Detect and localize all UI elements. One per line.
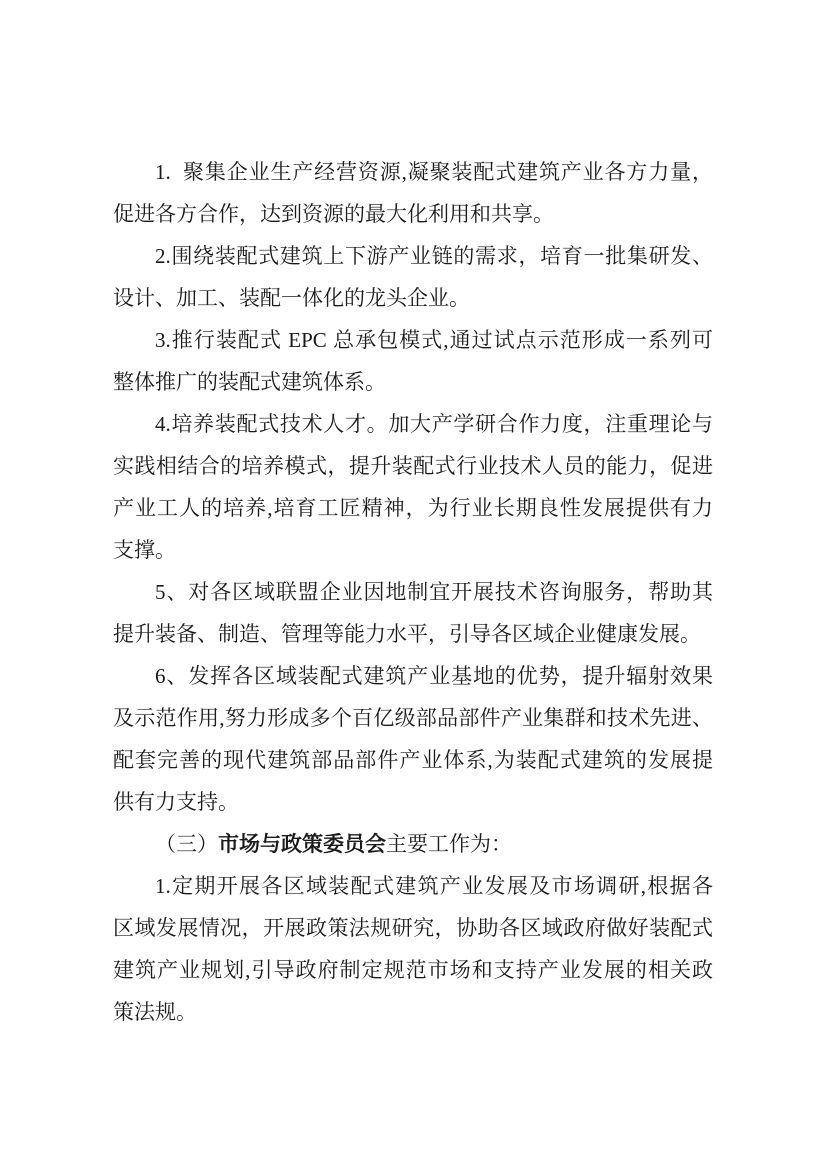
text-line: 6、发挥各区域装配式建筑产业基地的优势，提升辐射效果	[155, 664, 713, 688]
text-line: 产业工人的培养,培育工匠精神，为行业长期良性发展提供有力	[113, 496, 713, 520]
text-line: 及示范作用,努力形成多个百亿级部品部件产业集群和技术先进、	[113, 706, 713, 730]
text-line	[113, 823, 713, 865]
text-line: 策法规。	[113, 1000, 197, 1024]
text-line: 提升装备、制造、管理等能力水平，引导各区域企业健康发展。	[113, 622, 701, 646]
text-line: 2.围绕装配式建筑上下游产业链的需求，培育一批集研发、	[155, 244, 713, 268]
text-line: 建筑产业规划,引导政府制定规范市场和支持产业发展的相关政	[113, 958, 713, 982]
text-line: 4.培养装配式技术人才。加大产学研合作力度，注重理论与	[155, 412, 713, 436]
text-line: 配套完善的现代建筑部品部件产业体系,为装配式建筑的发展提	[113, 748, 713, 772]
text-line: 5、对各区域联盟企业因地制宜开展技术咨询服务，帮助其	[155, 580, 713, 604]
committee-name-bold: 市场与政策委员会	[218, 833, 386, 856]
text-line: 3.推行装配式 EPC 总承包模式,通过试点示范形成一系列可	[155, 328, 713, 352]
text-line: 整体推广的装配式建筑体系。	[113, 370, 386, 394]
text-line: 支撑。	[113, 538, 176, 562]
text-line: 1.定期开展各区域装配式建筑产业发展及市场调研,根据各	[155, 874, 713, 898]
text-segment: 主要工作为：	[386, 832, 512, 856]
text-block	[113, 151, 713, 1033]
text-line: 1. 聚集企业生产经营资源,凝聚装配式建筑产业各方力量，	[155, 160, 713, 184]
text-line: 设计、加工、装配一体化的龙头企业。	[113, 286, 470, 310]
text-segment: （三）	[155, 832, 218, 856]
text-line: 区域发展情况，开展政策法规研究，协助各区域政府做好装配式	[113, 916, 713, 940]
text-line: 供有力支持。	[113, 790, 239, 814]
text-line: 实践相结合的培养模式，提升装配式行业技术人员的能力，促进	[113, 454, 713, 478]
text-line: 促进各方合作，达到资源的最大化利用和共享。	[113, 202, 554, 226]
